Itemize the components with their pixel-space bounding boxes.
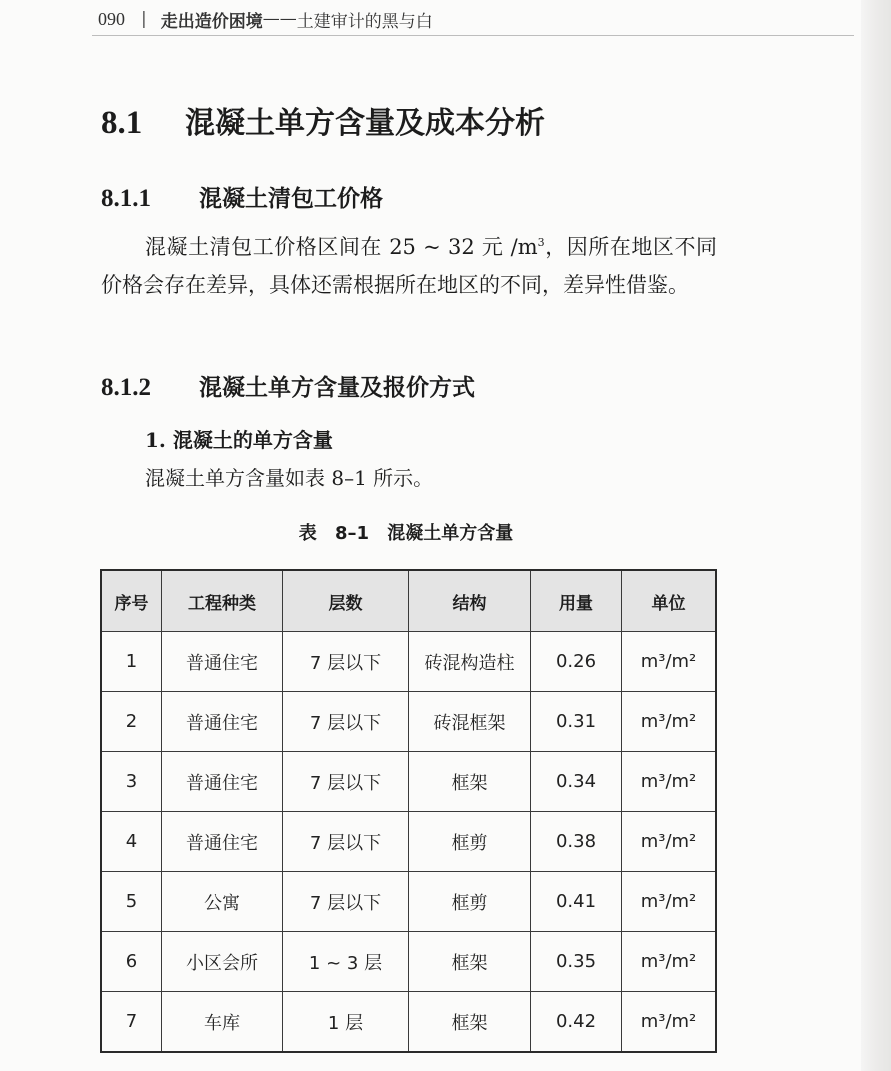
column-header-floors: 层数	[283, 570, 409, 632]
cell-no: 3	[101, 752, 162, 812]
cell-structure: 框架	[409, 932, 531, 992]
cell-no: 6	[101, 932, 162, 992]
item-paragraph: 混凝土单方含量如表 8–1 所示。	[145, 466, 434, 490]
cell-no: 5	[101, 872, 162, 932]
column-header-amount: 用量	[531, 570, 622, 632]
column-header-no: 序号	[101, 570, 162, 632]
table-row	[101, 992, 716, 1053]
unit-superscript: 3	[537, 236, 545, 249]
subsection-heading-1	[101, 180, 383, 213]
cell-amount: 0.35	[531, 932, 622, 992]
cell-amount: 0.38	[531, 812, 622, 872]
table-row	[101, 932, 716, 992]
cell-type: 普通住宅	[162, 692, 283, 752]
section-title: 混凝土单方含量及成本分析	[185, 106, 545, 141]
concrete-content-table	[100, 569, 717, 1053]
cell-unit: m³/m²	[622, 632, 717, 692]
cell-type: 公寓	[162, 872, 283, 932]
subsection-heading-2	[101, 369, 475, 402]
cell-amount: 0.41	[531, 872, 622, 932]
table-row	[101, 692, 716, 752]
cell-unit: m³/m²	[622, 812, 717, 872]
cell-amount: 0.31	[531, 692, 622, 752]
section-number: 8.1	[101, 105, 143, 141]
cell-floors: 7 层以下	[283, 692, 409, 752]
cell-type: 普通住宅	[162, 752, 283, 812]
cell-floors: 1 层	[283, 992, 409, 1053]
cell-amount: 0.34	[531, 752, 622, 812]
book-title: 走出造价困境	[160, 11, 263, 32]
title-dash: ——	[262, 9, 297, 29]
cell-unit: m³/m²	[622, 752, 717, 812]
cell-floors: 7 层以下	[283, 632, 409, 692]
cell-structure: 砖混框架	[409, 692, 531, 752]
table-row	[101, 632, 716, 692]
cell-type: 车库	[162, 992, 283, 1053]
cell-no: 7	[101, 992, 162, 1053]
cell-structure: 框架	[409, 752, 531, 812]
item-heading: 1. 混凝土的单方含量	[145, 428, 333, 452]
cell-structure: 框架	[409, 992, 531, 1053]
column-header-structure: 结构	[409, 570, 531, 632]
table-row	[101, 812, 716, 872]
paragraph-labor-price	[101, 228, 717, 304]
cell-structure: 砖混构造柱	[409, 632, 531, 692]
cell-amount: 0.42	[531, 992, 622, 1053]
cell-structure: 框剪	[409, 812, 531, 872]
cell-no: 1	[101, 632, 162, 692]
subsection-number-1: 8.1.1	[101, 185, 151, 212]
table-row	[101, 872, 716, 932]
paragraph-text-end: ，因所在地区不同价格会存在差异，具体还需根据所在地区的不同，差异性借鉴。	[101, 235, 718, 297]
cell-type: 普通住宅	[162, 812, 283, 872]
cell-no: 2	[101, 692, 162, 752]
cell-floors: 1 ~ 3 层	[283, 932, 409, 992]
running-header	[98, 6, 433, 32]
page-edge-shadow	[861, 0, 891, 1071]
cell-type: 普通住宅	[162, 632, 283, 692]
subsection-number-2: 8.1.2	[101, 374, 151, 401]
cell-structure: 框剪	[409, 872, 531, 932]
subsection-title-1: 混凝土清包工价格	[199, 185, 383, 212]
cell-unit: m³/m²	[622, 872, 717, 932]
subsection-title-2: 混凝土单方含量及报价方式	[199, 374, 475, 401]
table-caption: 表 8–1 混凝土单方含量	[298, 523, 514, 544]
cell-no: 4	[101, 812, 162, 872]
cell-unit: m³/m²	[622, 692, 717, 752]
cell-unit: m³/m²	[622, 992, 717, 1053]
cell-amount: 0.26	[531, 632, 622, 692]
cell-floors: 7 层以下	[283, 812, 409, 872]
paragraph-text-start: 混凝土清包工价格区间在 25 ~ 32 元 /m	[145, 235, 538, 259]
cell-floors: 7 层以下	[283, 752, 409, 812]
cell-type: 小区会所	[162, 932, 283, 992]
cell-floors: 7 层以下	[283, 872, 409, 932]
book-subtitle: 土建审计的黑与白	[296, 11, 433, 32]
header-rule	[92, 35, 854, 36]
page-number: 090	[98, 8, 125, 29]
column-header-type: 工程种类	[162, 570, 283, 632]
table-header-row	[101, 570, 716, 632]
column-header-unit: 单位	[622, 570, 717, 632]
table-row	[101, 752, 716, 812]
cell-unit: m³/m²	[622, 932, 717, 992]
section-heading	[101, 98, 545, 142]
header-separator: |	[141, 9, 147, 29]
